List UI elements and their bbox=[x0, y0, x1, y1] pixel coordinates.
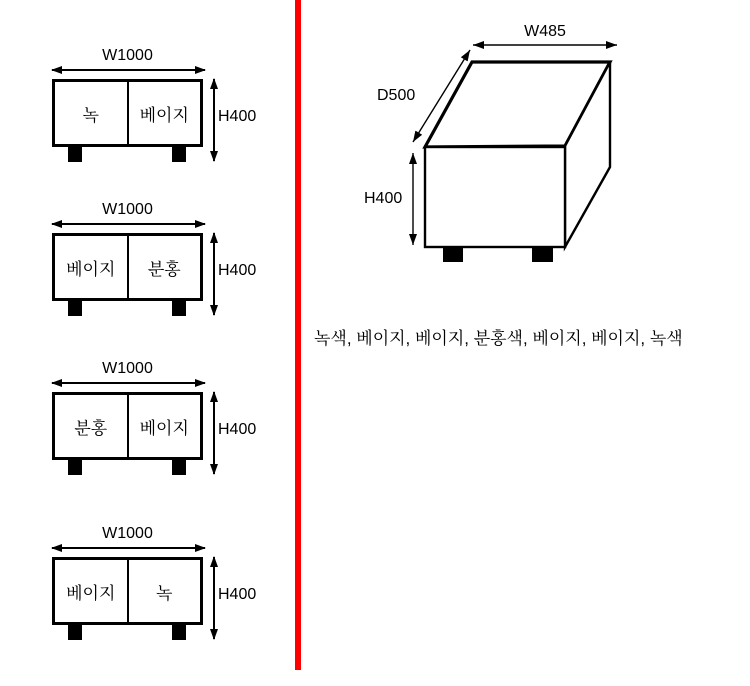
cabinet-left-foot bbox=[68, 301, 82, 316]
width-dimension-arrow bbox=[52, 69, 205, 71]
height-dimension-label: H400 bbox=[218, 421, 257, 438]
cabinet-diagram-2 bbox=[52, 198, 282, 338]
box-width-label: W485 bbox=[524, 23, 566, 40]
cabinet-right-door-label: 베이지 bbox=[139, 418, 189, 438]
box-left-foot bbox=[443, 247, 463, 262]
color-sequence-text: 녹색, 베이지, 베이지, 분홍색, 베이지, 베이지, 녹색 bbox=[314, 329, 683, 348]
height-dimension-arrow bbox=[213, 392, 215, 474]
cabinet-front-view bbox=[52, 79, 203, 147]
cabinet-front-view bbox=[52, 233, 203, 301]
height-dimension-label: H400 bbox=[218, 262, 257, 279]
width-dimension-arrow bbox=[52, 223, 205, 225]
cabinet-right-door-label: 분홍 bbox=[147, 259, 181, 279]
cabinet-right-foot bbox=[172, 460, 186, 475]
cabinet-left-door-label: 녹 bbox=[55, 82, 129, 144]
cabinet-right-door-label: 베이지 bbox=[139, 105, 189, 125]
height-dimension-label: H400 bbox=[218, 108, 257, 125]
isometric-box-drawing bbox=[360, 20, 640, 270]
cabinet-left-door-label: 베이지 bbox=[55, 560, 129, 622]
cabinet-left-door-label: 베이지 bbox=[55, 236, 129, 298]
cabinet-left-foot bbox=[68, 147, 82, 162]
cabinet-front-view bbox=[52, 557, 203, 625]
red-divider-line bbox=[295, 0, 301, 670]
width-dimension-label: W1000 bbox=[102, 360, 153, 377]
height-dimension-arrow bbox=[213, 79, 215, 161]
box-height-label: H400 bbox=[364, 190, 403, 207]
cabinet-right-foot bbox=[172, 147, 186, 162]
cabinet-left-foot bbox=[68, 625, 82, 640]
cabinet-right-door-label: 녹 bbox=[156, 583, 173, 603]
cabinet-diagram-4 bbox=[52, 522, 282, 662]
height-dimension-arrow bbox=[213, 233, 215, 315]
cabinet-left-foot bbox=[68, 460, 82, 475]
width-dimension-label: W1000 bbox=[102, 201, 153, 218]
box-front-face bbox=[425, 147, 565, 247]
box-right-foot bbox=[532, 247, 553, 262]
width-dimension-arrow bbox=[52, 382, 205, 384]
cabinet-left-door-label: 분홍 bbox=[55, 395, 129, 457]
cabinet-diagram-1 bbox=[52, 44, 282, 184]
width-dimension-label: W1000 bbox=[102, 47, 153, 64]
height-dimension-label: H400 bbox=[218, 586, 257, 603]
cabinet-right-foot bbox=[172, 301, 186, 316]
cabinet-diagram-3 bbox=[52, 357, 282, 497]
width-dimension-arrow bbox=[52, 547, 205, 549]
height-dimension-arrow bbox=[213, 557, 215, 639]
cabinet-right-foot bbox=[172, 625, 186, 640]
width-dimension-label: W1000 bbox=[102, 525, 153, 542]
box-depth-label: D500 bbox=[377, 87, 416, 104]
cabinet-front-view bbox=[52, 392, 203, 460]
